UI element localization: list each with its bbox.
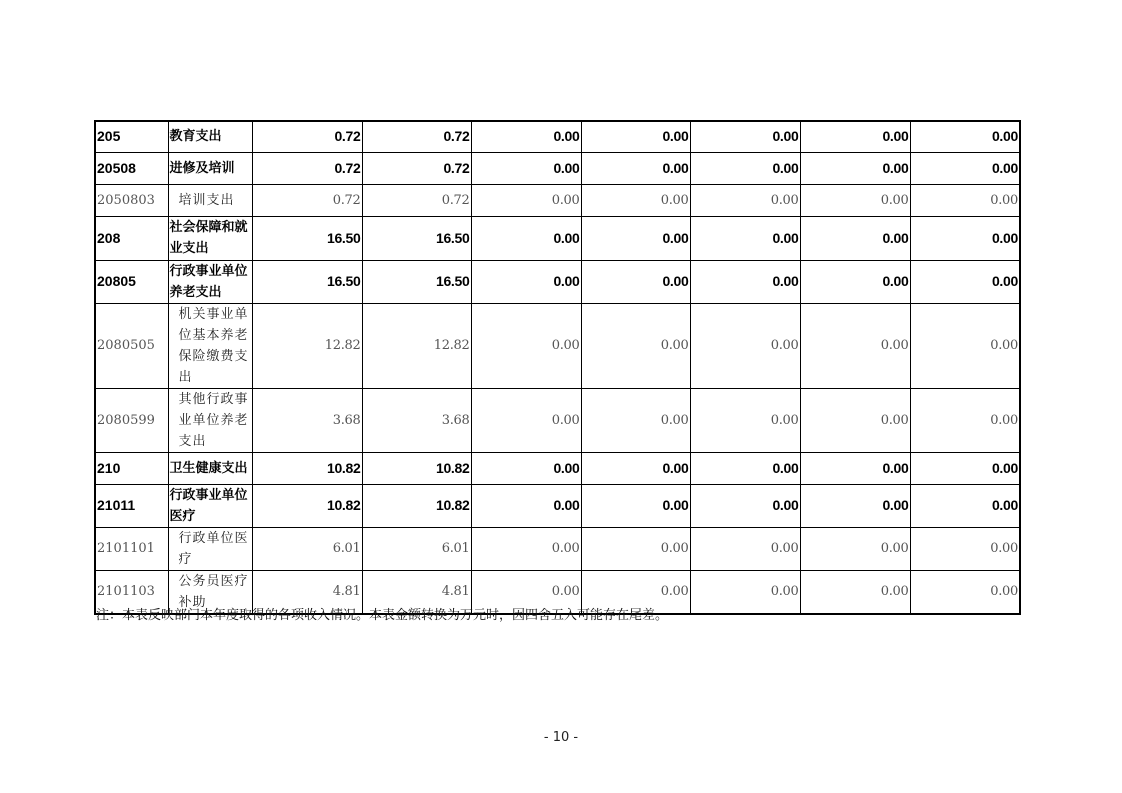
amount-cell: 0.00	[800, 452, 910, 484]
amount-cell: 0.00	[690, 570, 800, 614]
amount-cell: 0.00	[910, 527, 1020, 570]
table-row	[95, 152, 1020, 184]
subject-name: 行政单位医疗	[168, 527, 252, 570]
amount-cell: 0.00	[690, 152, 800, 184]
amount-cell: 10.82	[362, 484, 471, 527]
subject-code: 2050803	[95, 184, 168, 216]
subject-code: 2101103	[95, 570, 168, 614]
table-row	[95, 452, 1020, 484]
subject-name: 教育支出	[168, 121, 252, 152]
amount-cell: 0.00	[800, 388, 910, 452]
amount-cell: 0.00	[910, 184, 1020, 216]
subject-code: 2080505	[95, 303, 168, 388]
amount-cell: 4.81	[362, 570, 471, 614]
amount-cell: 0.00	[800, 121, 910, 152]
subject-code: 210	[95, 452, 168, 484]
amount-cell: 10.82	[252, 452, 362, 484]
amount-cell: 6.01	[252, 527, 362, 570]
amount-cell: 0.00	[471, 152, 581, 184]
table-row	[95, 388, 1020, 452]
table-footnote: 注：本表反映部门本年度取得的各项收入情况。本表金额转换为万元时，因四舍五入可能存在尾差。	[96, 608, 669, 623]
table-row	[95, 260, 1020, 303]
subject-code: 21011	[95, 484, 168, 527]
subject-name: 社会保障和就业支出	[168, 216, 252, 260]
amount-cell: 0.00	[581, 388, 690, 452]
amount-cell: 16.50	[252, 260, 362, 303]
amount-cell: 0.00	[471, 184, 581, 216]
amount-cell: 0.00	[800, 570, 910, 614]
table-row	[95, 484, 1020, 527]
amount-cell: 16.50	[362, 216, 471, 260]
amount-cell: 0.00	[690, 388, 800, 452]
amount-cell: 0.00	[581, 152, 690, 184]
amount-cell: 0.00	[910, 216, 1020, 260]
amount-cell: 0.00	[690, 527, 800, 570]
subject-name: 行政事业单位养老支出	[168, 260, 252, 303]
table-row	[95, 184, 1020, 216]
amount-cell: 0.00	[471, 527, 581, 570]
amount-cell: 0.00	[471, 484, 581, 527]
amount-cell: 0.72	[252, 184, 362, 216]
amount-cell: 0.00	[581, 216, 690, 260]
amount-cell: 12.82	[252, 303, 362, 388]
subject-name: 机关事业单位基本养老保险缴费支出	[168, 303, 252, 388]
amount-cell: 12.82	[362, 303, 471, 388]
amount-cell: 16.50	[252, 216, 362, 260]
amount-cell: 0.00	[800, 484, 910, 527]
amount-cell: 0.00	[471, 452, 581, 484]
amount-cell: 0.00	[910, 484, 1020, 527]
amount-cell: 0.00	[800, 184, 910, 216]
amount-cell: 6.01	[362, 527, 471, 570]
amount-cell: 0.00	[910, 570, 1020, 614]
amount-cell: 0.00	[800, 303, 910, 388]
amount-cell: 0.00	[581, 570, 690, 614]
amount-cell: 0.00	[800, 527, 910, 570]
income-table	[94, 120, 1021, 615]
amount-cell: 0.00	[581, 484, 690, 527]
amount-cell: 0.00	[690, 121, 800, 152]
subject-code: 2080599	[95, 388, 168, 452]
subject-name: 行政事业单位医疗	[168, 484, 252, 527]
amount-cell: 0.00	[471, 216, 581, 260]
amount-cell: 0.00	[581, 260, 690, 303]
amount-cell: 0.00	[910, 303, 1020, 388]
amount-cell: 0.72	[362, 184, 471, 216]
table-row	[95, 216, 1020, 260]
amount-cell: 0.00	[581, 452, 690, 484]
amount-cell: 0.72	[252, 152, 362, 184]
amount-cell: 10.82	[362, 452, 471, 484]
amount-cell: 0.00	[690, 184, 800, 216]
table-row	[95, 527, 1020, 570]
amount-cell: 0.00	[471, 260, 581, 303]
table-row	[95, 303, 1020, 388]
amount-cell: 0.00	[581, 184, 690, 216]
amount-cell: 4.81	[252, 570, 362, 614]
amount-cell: 10.82	[252, 484, 362, 527]
subject-code: 20508	[95, 152, 168, 184]
amount-cell: 0.00	[690, 484, 800, 527]
table-body	[95, 121, 1020, 614]
subject-code: 20805	[95, 260, 168, 303]
amount-cell: 0.00	[690, 303, 800, 388]
amount-cell: 0.00	[910, 152, 1020, 184]
subject-name: 卫生健康支出	[168, 452, 252, 484]
page-number: - 10 -	[543, 730, 579, 745]
amount-cell: 0.00	[910, 121, 1020, 152]
subject-name: 进修及培训	[168, 152, 252, 184]
amount-cell: 0.00	[800, 216, 910, 260]
amount-cell: 0.00	[581, 121, 690, 152]
subject-code: 205	[95, 121, 168, 152]
amount-cell: 3.68	[362, 388, 471, 452]
amount-cell: 0.72	[252, 121, 362, 152]
amount-cell: 0.72	[362, 121, 471, 152]
amount-cell: 0.00	[910, 260, 1020, 303]
amount-cell: 0.00	[800, 260, 910, 303]
amount-cell: 0.00	[471, 388, 581, 452]
subject-code: 2101101	[95, 527, 168, 570]
amount-cell: 3.68	[252, 388, 362, 452]
amount-cell: 0.00	[910, 388, 1020, 452]
amount-cell: 16.50	[362, 260, 471, 303]
amount-cell: 0.00	[690, 452, 800, 484]
amount-cell: 0.00	[690, 260, 800, 303]
amount-cell: 0.72	[362, 152, 471, 184]
amount-cell: 0.00	[690, 216, 800, 260]
subject-name: 其他行政事业单位养老支出	[168, 388, 252, 452]
subject-name: 培训支出	[168, 184, 252, 216]
subject-name: 公务员医疗补助	[168, 570, 252, 614]
amount-cell: 0.00	[800, 152, 910, 184]
amount-cell: 0.00	[471, 121, 581, 152]
amount-cell: 0.00	[471, 303, 581, 388]
amount-cell: 0.00	[581, 303, 690, 388]
amount-cell: 0.00	[471, 570, 581, 614]
amount-cell: 0.00	[581, 527, 690, 570]
table-row	[95, 121, 1020, 152]
amount-cell: 0.00	[910, 452, 1020, 484]
subject-code: 208	[95, 216, 168, 260]
